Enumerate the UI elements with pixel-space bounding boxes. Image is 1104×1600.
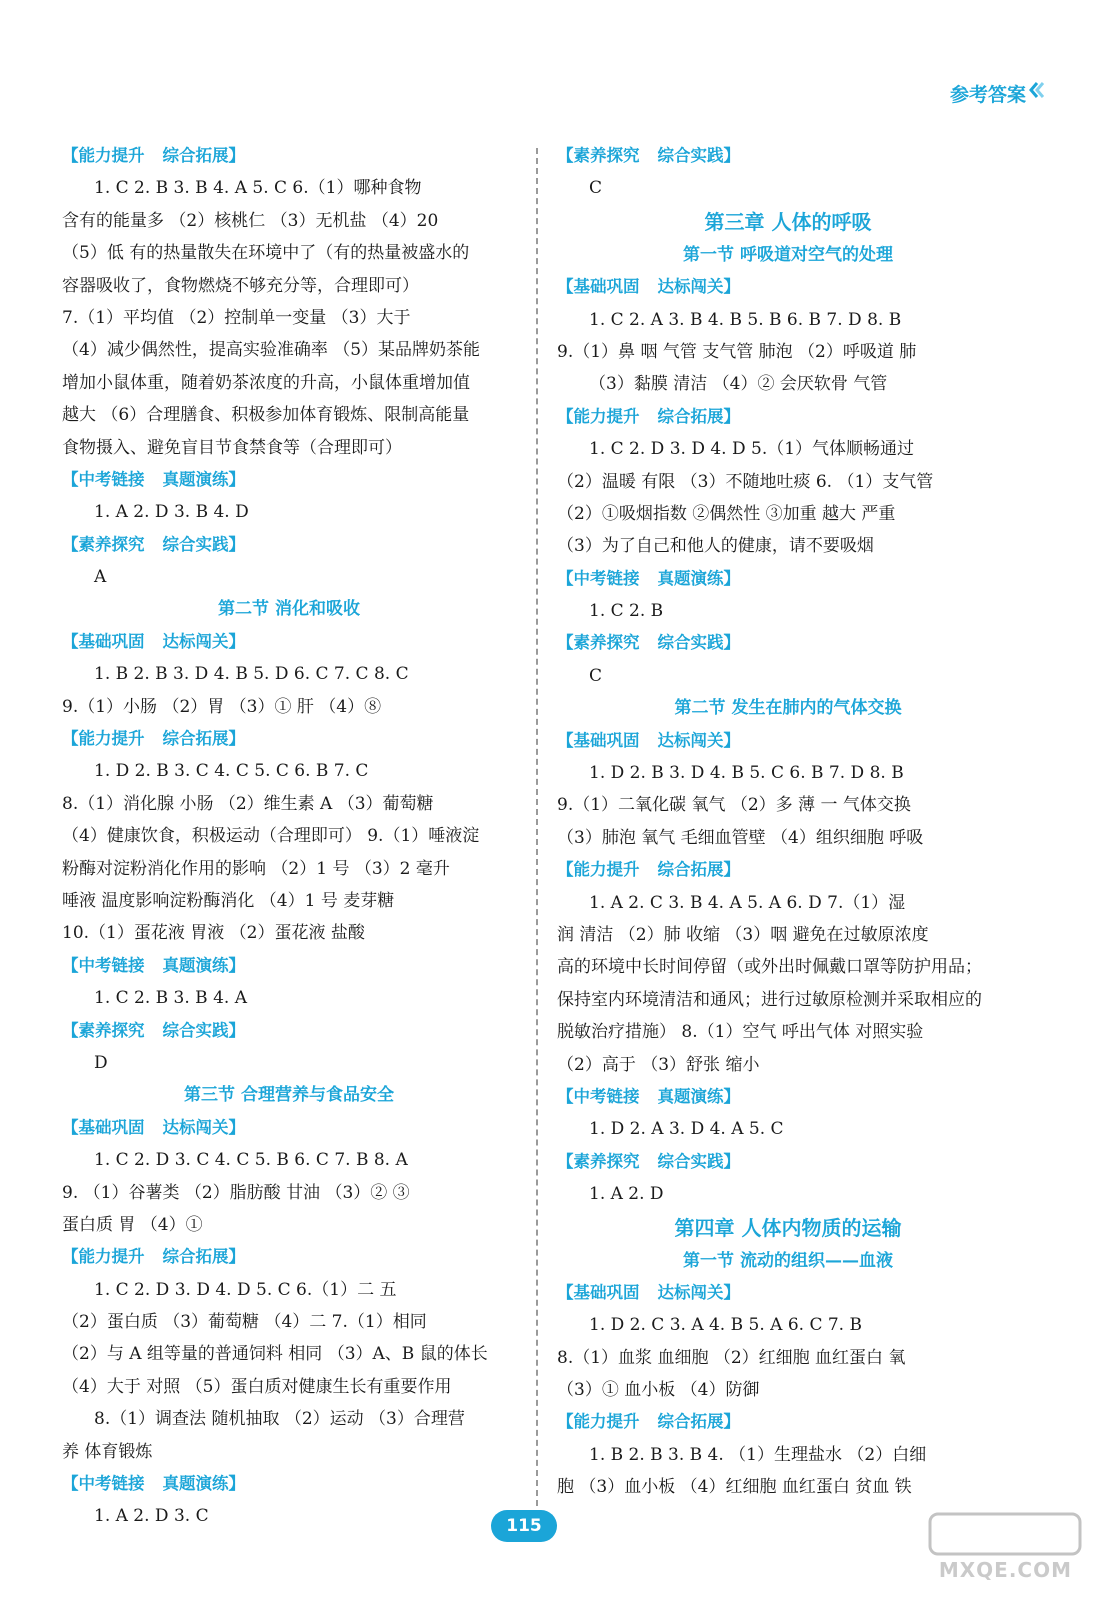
section-tag — [62, 626, 516, 658]
answer-line: 1. C 2. D 3. D 4. D 5.（1）气体顺畅通过 — [589, 439, 915, 460]
answer-line: （2）蛋白质 （3）葡萄糖 （4）二 7.（1）相同 — [62, 1312, 427, 1333]
tag-part-a: 【能力提升 — [62, 146, 145, 165]
tag-part-b: 综合实践】 — [657, 1151, 740, 1171]
answer-line: 1. D 2. B 3. D 4. B 5. C 6. B 7. D 8. B — [589, 763, 904, 784]
answer-line: （2）温暖 有限 （3）不随地吐痰 6. （1）支气管 — [557, 471, 934, 492]
tag-part-a: 【中考链接 — [557, 1086, 640, 1106]
answer-line: 1. C 2. B — [589, 601, 664, 622]
tag-part-a: 【基础巩固 — [62, 1117, 145, 1137]
section-tag — [62, 950, 516, 982]
section-tag — [557, 725, 1019, 757]
answer-line: 含有的能量多 （2）核桃仁 （3）无机盐 （4）20 — [62, 210, 439, 231]
section-heading: 第二节 发生在肺内的气体交换 — [674, 698, 902, 719]
answer-line: 1. C 2. B 3. B 4. A 5. C 6.（1）哪种食物 — [94, 178, 422, 199]
answer-line: 1. B 2. B 3. B 4. （1）生理盐水 （2）白细 — [589, 1444, 927, 1465]
section-tag — [62, 464, 516, 496]
tag-part-b: 综合实践】 — [162, 1020, 245, 1040]
section-tag — [557, 1406, 1019, 1438]
right-column — [557, 140, 1019, 1504]
section-tag — [557, 401, 1019, 433]
section-heading: 第一节 呼吸道对空气的处理 — [683, 244, 893, 265]
watermark-text: MXQE.COM — [938, 1558, 1072, 1582]
page-number-badge: 115 — [491, 1510, 557, 1542]
answer-line: （3）黏膜 清洁 （4）② 会厌软骨 气管 — [589, 374, 888, 395]
chapter-heading: 第三章 人体的呼吸 — [704, 209, 872, 234]
answer-line: 1. A 2. C 3. B 4. A 5. A 6. D 7.（1）湿 — [589, 892, 906, 913]
answer-line: 1. D 2. A 3. D 4. A 5. C — [589, 1119, 784, 1140]
answer-line: （4）健康饮食，积极运动（合理即可） 9.（1）唾液淀 — [62, 826, 480, 847]
tag-part-a: 【能力提升 — [62, 1247, 145, 1267]
tag-part-b: 真题演练】 — [162, 1474, 245, 1494]
tag-part-a: 【素养探究 — [62, 534, 145, 554]
tag-part-a: 【中考链接 — [62, 469, 145, 489]
section-tag — [62, 723, 516, 755]
section-tag — [62, 1241, 516, 1273]
section-heading: 第一节 流动的组织——血液 — [683, 1250, 893, 1271]
tag-part-b: 综合拓展】 — [162, 1247, 245, 1267]
section-heading: 第二节 消化和吸收 — [218, 599, 360, 620]
answer-line: （2）高于 （3）舒张 缩小 — [557, 1054, 760, 1075]
answer-line: （3）为了自己和他人的健康，请不要吸烟 — [557, 536, 874, 557]
section-tag — [62, 529, 516, 561]
tag-part-b: 综合拓展】 — [657, 860, 740, 880]
answer-line: 8.（1）调查法 随机抽取 （2）运动 （3）合理营 — [94, 1409, 465, 1430]
tag-part-a: 【基础巩固 — [557, 277, 640, 297]
answer-line: 1. B 2. B 3. D 4. B 5. D 6. C 7. C 8. C — [94, 664, 409, 685]
tag-part-b: 综合实践】 — [657, 633, 740, 653]
answer-line: 越大 （6）合理膳食、积极参加体育锻炼、限制高能量 — [62, 405, 470, 426]
tag-part-a: 【能力提升 — [62, 729, 145, 749]
section-tag — [557, 854, 1019, 886]
answer-line: 粉酶对淀粉消化作用的影响 （2）1 号 （3）2 毫升 — [62, 858, 450, 879]
answer-line: （3）① 血小板 （4）防御 — [557, 1380, 760, 1401]
answer-line: 1. A 2. D 3. C — [94, 1506, 209, 1527]
tag-part-a: 【素养探究 — [557, 146, 640, 165]
answer-line: 保持室内环境清洁和通风；进行过敏原检测并采取相应的 — [557, 989, 982, 1010]
answer-line: 润 清洁 （2）肺 收缩 （3）咽 避免在过敏原浓度 — [557, 924, 929, 945]
answer-line: 胞 （3）血小板 （4）红细胞 血红蛋白 贫血 铁 — [557, 1477, 912, 1498]
answer-line: 唾液 温度影响淀粉酶消化 （4）1 号 麦芽糖 — [62, 890, 395, 911]
answer-line: 9.（1）小肠 （2）胃 （3）① 肝 （4）⑧ — [62, 696, 382, 717]
answer-line: 容器吸收了，食物燃烧不够充分等，合理即可） — [62, 275, 419, 296]
tag-part-a: 【基础巩固 — [62, 631, 145, 651]
answer-line: （4）减少偶然性，提高实验准确率 （5）某品牌奶茶能 — [62, 340, 481, 361]
answer-line: 1. C 2. B 3. B 4. A — [94, 988, 247, 1009]
answer-line: 1. A 2. D 3. B 4. D — [94, 502, 249, 523]
answer-line: 1. C 2. D 3. D 4. D 5. C 6.（1）二 五 — [94, 1279, 397, 1300]
section-heading: 第三节 合理营养与食品安全 — [184, 1085, 394, 1106]
answer-line: 高的环境中长时间停留（或外出时佩戴口罩等防护用品； — [557, 957, 982, 978]
answer-line: C — [589, 178, 603, 199]
answer-line: A — [94, 567, 107, 588]
answer-line: 增加小鼠体重，随着奶茶浓度的升高，小鼠体重增加值 — [62, 372, 470, 393]
left-column — [62, 140, 516, 1533]
tag-part-b: 达标闯关】 — [162, 1117, 245, 1137]
tag-part-b: 达标闯关】 — [657, 1282, 740, 1302]
tag-part-b: 达标闯关】 — [657, 277, 740, 297]
tag-part-a: 【能力提升 — [557, 406, 640, 426]
answer-line: 1. C 2. A 3. B 4. B 5. B 6. B 7. D 8. B — [589, 309, 902, 330]
section-tag — [557, 1081, 1019, 1113]
tag-part-b: 真题演练】 — [162, 955, 245, 975]
tag-part-b: 综合拓展】 — [657, 1412, 740, 1432]
answer-line: 1. C 2. D 3. C 4. C 5. B 6. C 7. B 8. A — [94, 1150, 408, 1171]
tag-part-a: 【能力提升 — [557, 1412, 640, 1432]
section-tag — [557, 627, 1019, 659]
tag-part-b: 综合拓展】 — [162, 146, 245, 165]
answer-line: 1. D 2. B 3. C 4. C 5. C 6. B 7. C — [94, 761, 369, 782]
tag-part-b: 综合实践】 — [162, 534, 245, 554]
tag-part-b: 综合拓展】 — [162, 729, 245, 749]
tag-part-a: 【素养探究 — [62, 1020, 145, 1040]
answer-key-title: 参考答案 — [949, 84, 1026, 106]
answer-line: （2）与 A 组等量的普通饲料 相同 （3）A、B 鼠的体长 — [62, 1344, 488, 1365]
section-tag — [557, 563, 1019, 595]
tag-part-b: 综合拓展】 — [657, 406, 740, 426]
tag-part-b: 综合实践】 — [657, 146, 740, 165]
column-divider — [536, 148, 538, 1516]
answer-line: （5）低 有的热量散失在环境中了（有的热量被盛水的 — [62, 243, 470, 264]
tag-part-a: 【基础巩固 — [557, 730, 640, 750]
answer-line: D — [94, 1052, 108, 1073]
section-tag — [62, 1112, 516, 1144]
tag-part-b: 真题演练】 — [162, 469, 245, 489]
tag-part-b: 真题演练】 — [657, 1086, 740, 1106]
section-tag — [62, 1015, 516, 1047]
answer-line: 蛋白质 胃 （4）① — [62, 1214, 203, 1235]
tag-part-b: 达标闯关】 — [657, 730, 740, 750]
answer-line: 1. D 2. C 3. A 4. B 5. A 6. C 7. B — [589, 1315, 862, 1336]
answer-line: 9.（1）二氧化碳 氧气 （2）多 薄 一 气体交换 — [557, 795, 911, 816]
answer-line: 食物摄入、避免盲目节食禁食等（合理即可） — [62, 437, 402, 458]
answer-line: 9.（1）鼻 咽 气管 支气管 肺泡 （2）呼吸道 肺 — [557, 341, 917, 362]
section-tag — [557, 1146, 1019, 1178]
section-tag — [557, 140, 1019, 172]
answer-line: （2）①吸烟指数 ②偶然性 ③加重 越大 严重 — [557, 503, 896, 524]
answer-line: 8.（1）血浆 血细胞 （2）红细胞 血红蛋白 氧 — [557, 1347, 906, 1368]
answer-line: 10.（1）蛋花液 胃液 （2）蛋花液 盐酸 — [62, 923, 365, 944]
chapter-heading: 第四章 人体内物质的运输 — [674, 1215, 902, 1240]
section-tag — [557, 271, 1019, 303]
tag-part-a: 【中考链接 — [62, 955, 145, 975]
answer-line: 1. A 2. D — [589, 1184, 664, 1205]
tag-part-a: 【中考链接 — [557, 568, 640, 588]
answer-line: 8.（1）消化腺 小肠 （2）维生素 A （3）葡萄糖 — [62, 793, 434, 814]
tag-part-a: 【素养探究 — [557, 1151, 640, 1171]
double-chevron-icon — [1028, 80, 1044, 100]
tag-part-b: 达标闯关】 — [162, 631, 245, 651]
answer-line: 9. （1）谷薯类 （2）脂肪酸 甘油 （3）② ③ — [62, 1182, 410, 1203]
tag-part-b: 真题演练】 — [657, 568, 740, 588]
answer-line: （3）肺泡 氧气 毛细血管壁 （4）组织细胞 呼吸 — [557, 827, 924, 848]
answer-line: （4）大于 对照 （5）蛋白质对健康生长有重要作用 — [62, 1376, 452, 1397]
tag-part-a: 【中考链接 — [62, 1474, 145, 1494]
answer-line: 养 体育锻炼 — [62, 1441, 153, 1462]
tag-part-a: 【素养探究 — [557, 633, 640, 653]
answer-line: C — [589, 665, 603, 686]
watermark — [910, 1508, 1090, 1588]
tag-part-a: 【基础巩固 — [557, 1282, 640, 1302]
section-tag — [62, 140, 516, 172]
answer-line: 7.（1）平均值 （2）控制单一变量 （3）大于 — [62, 307, 411, 328]
answer-line: 脱敏治疗措施） 8.（1）空气 呼出气体 对照实验 — [557, 1022, 924, 1043]
section-tag — [62, 1468, 516, 1500]
section-tag — [557, 1277, 1019, 1309]
tag-part-a: 【能力提升 — [557, 860, 640, 880]
